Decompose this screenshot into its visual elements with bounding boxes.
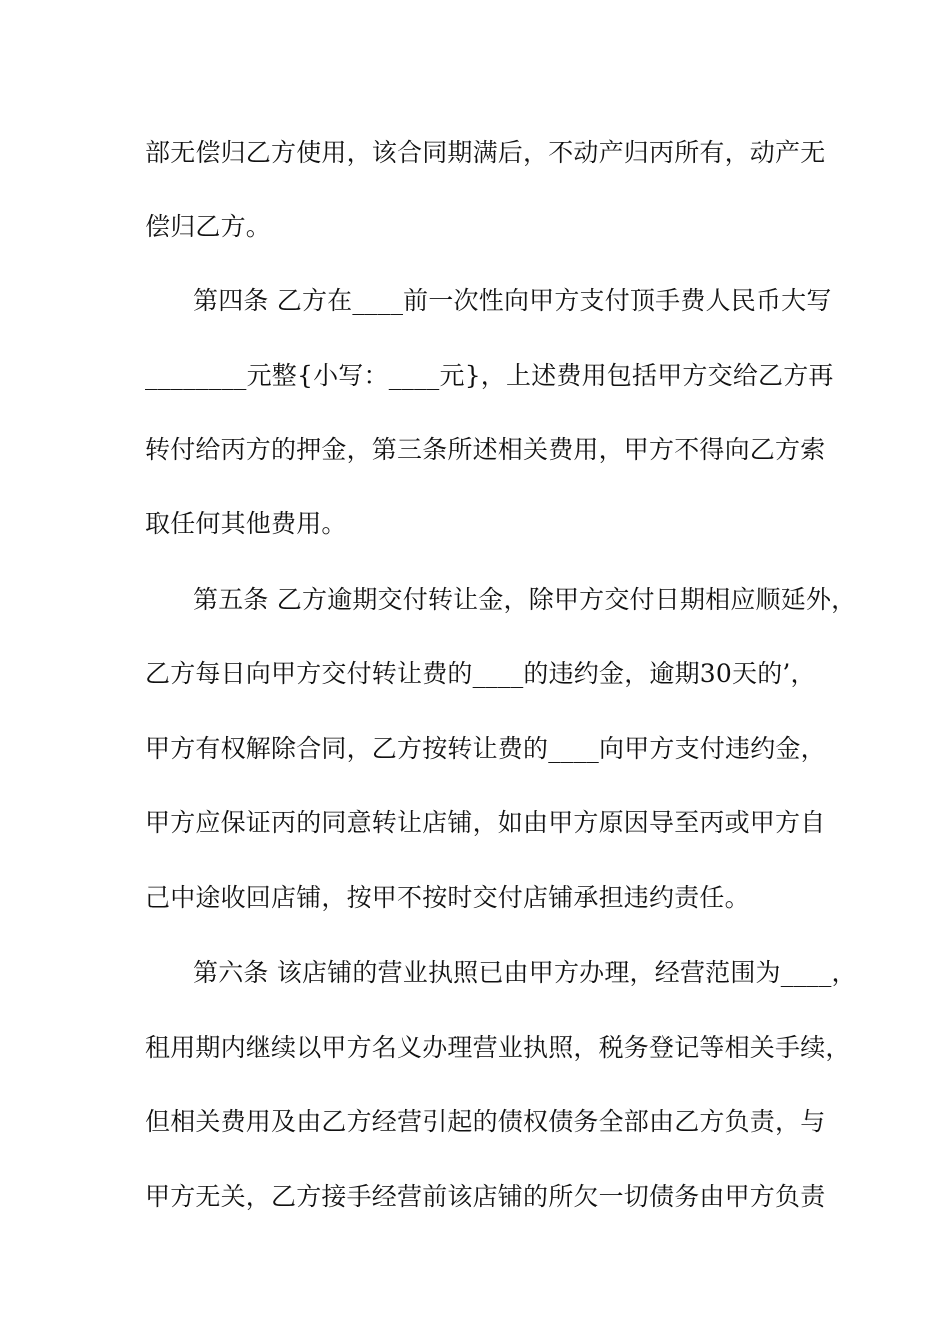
text-line: ________元整{小写：____元}，上述费用包括甲方交给乙方再 <box>145 361 834 390</box>
text-line: 甲方有权解除合同，乙方按转让费的____向甲方支付违约金， <box>145 734 826 763</box>
text-line: 甲方应保证丙的同意转让店铺，如由甲方原因导至丙或甲方自 <box>145 808 826 837</box>
article-6-heading-line: 第六条 该店铺的营业执照已由甲方办理，经营范围为____， <box>193 958 857 987</box>
text-line: 部无偿归乙方使用，该合同期满后，不动产归丙所有，动产无 <box>145 138 826 167</box>
article-4-heading-line: 第四条 乙方在____前一次性向甲方支付顶手费人民币大写 <box>193 286 832 315</box>
text-line: 转付给丙方的押金，第三条所述相关费用，甲方不得向乙方索 <box>145 435 826 464</box>
text-line: 租用期内继续以甲方名义办理营业执照，税务登记等相关手续， <box>145 1033 851 1062</box>
text-line: 乙方每日向甲方交付转让费的____的违约金，逾期30天的’， <box>145 659 816 688</box>
text-line: 取任何其他费用。 <box>145 509 347 538</box>
text-line: 己中途收回店铺，按甲不按时交付店铺承担违约责任。 <box>145 883 750 912</box>
text-line: 偿归乙方。 <box>145 212 272 241</box>
article-5-heading-line: 第五条 乙方逾期交付转让金，除甲方交付日期相应顺延外， <box>193 585 857 614</box>
text-line: 但相关费用及由乙方经营引起的债权债务全部由乙方负责，与 <box>145 1107 826 1136</box>
text-line: 甲方无关，乙方接手经营前该店铺的所欠一切债务由甲方负责 <box>145 1182 826 1211</box>
